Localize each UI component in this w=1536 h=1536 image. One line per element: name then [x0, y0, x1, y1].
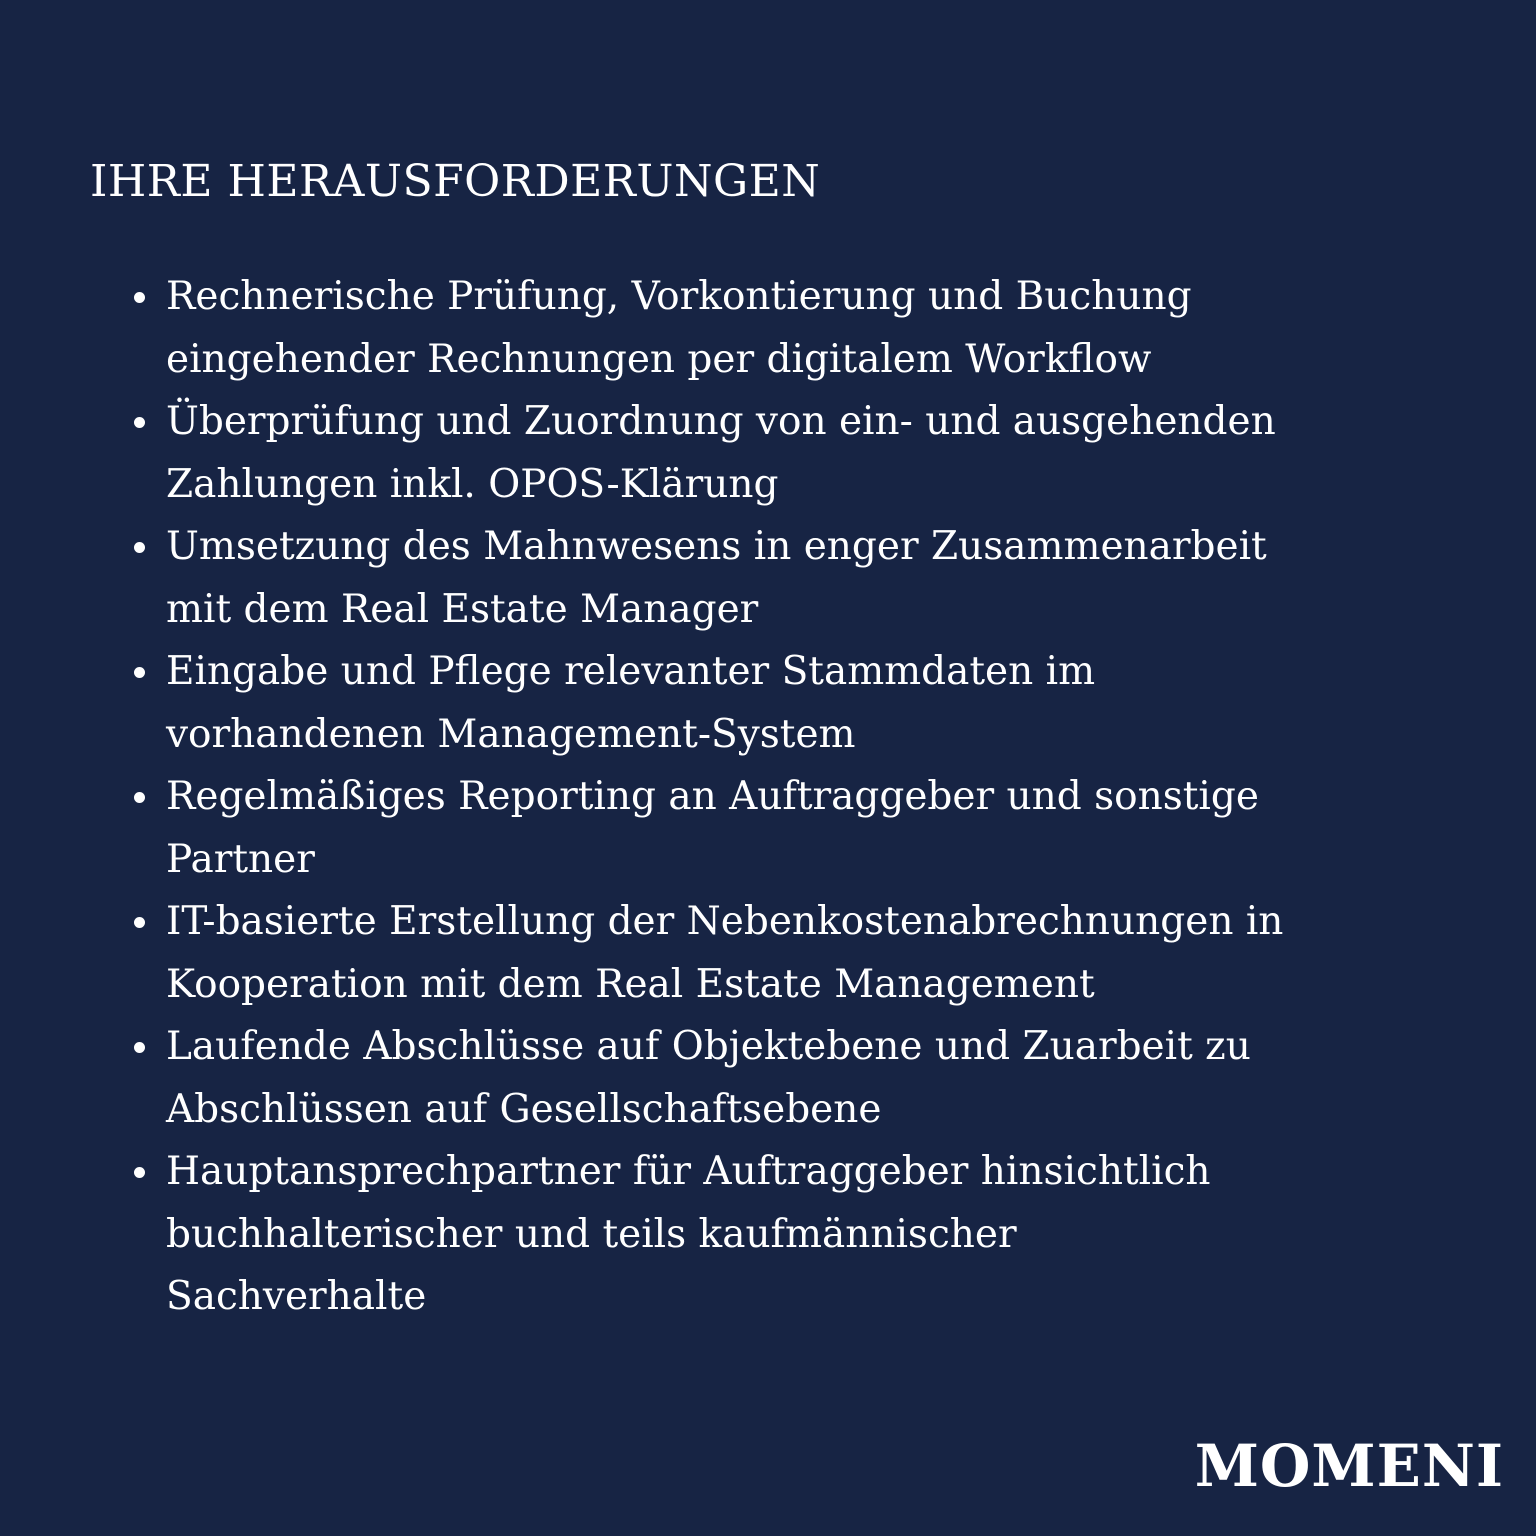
- list-item-line: Abschlüssen auf Gesellschaftsebene: [166, 1086, 882, 1132]
- list-item: [166, 641, 1486, 766]
- list-item-line: Rechnerische Prüfung, Vorkontierung und Buchung: [166, 274, 1192, 319]
- list-item: [166, 1016, 1486, 1141]
- list-item-line: Laufende Abschlüsse auf Objektebene und Zuarbeit zu: [166, 1024, 1251, 1069]
- list-item-line: Eingabe und Pflege relevanter Stammdaten im: [166, 649, 1096, 694]
- brand-logo: MOMENI: [1194, 1432, 1504, 1500]
- bullet-icon: [134, 667, 145, 678]
- challenges-list: [166, 266, 1486, 1329]
- list-item: [166, 266, 1486, 391]
- list-item: [166, 891, 1486, 1016]
- list-item: [166, 766, 1486, 891]
- bullet-icon: [134, 417, 145, 428]
- bullet-icon: [134, 917, 145, 928]
- list-item-line: Regelmäßiges Reporting an Auftraggeber und sonstige: [166, 774, 1259, 819]
- list-item: [166, 1141, 1486, 1329]
- list-item-line: Hauptansprechpartner für Auftraggeber hinsichtlich: [166, 1149, 1211, 1194]
- list-item-line: mit dem Real Estate Manager: [166, 586, 759, 632]
- bullet-icon: [134, 1167, 145, 1178]
- list-item-line: Sachverhalte: [166, 1274, 427, 1319]
- list-item-line: eingehender Rechnungen per digitalem Workflow: [166, 336, 1152, 382]
- bullet-icon: [134, 792, 145, 803]
- list-item: [166, 391, 1486, 516]
- bullet-icon: [134, 1042, 145, 1053]
- list-item-line: Überprüfung und Zuordnung von ein- und ausgehenden: [166, 399, 1276, 444]
- list-item-line: Umsetzung des Mahnwesens in enger Zusammenarbeit: [166, 524, 1267, 569]
- page-title: IHRE HERAUSFORDERUNGEN: [90, 156, 821, 207]
- list-item-line: Zahlungen inkl. OPOS-Klärung: [166, 461, 779, 507]
- list-item: [166, 516, 1486, 641]
- bullet-icon: [134, 292, 145, 303]
- list-item-line: vorhandenen Management-System: [166, 711, 856, 757]
- list-item-line: buchhalterischer und teils kaufmännischer: [166, 1211, 1017, 1257]
- bullet-icon: [134, 542, 145, 553]
- list-item-line: Partner: [166, 836, 315, 882]
- list-item-line: IT-basierte Erstellung der Nebenkostenabrechnungen in: [166, 899, 1284, 944]
- list-item-line: Kooperation mit dem Real Estate Management: [166, 961, 1095, 1007]
